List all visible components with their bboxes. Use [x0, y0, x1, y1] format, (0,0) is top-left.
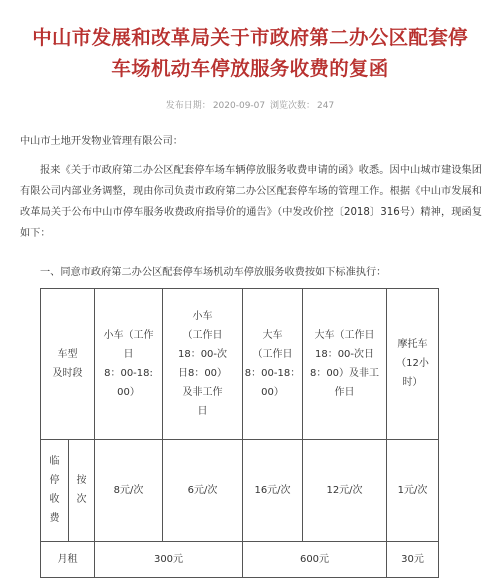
publish-date: 2020-09-07 — [212, 101, 266, 111]
header-line: 大车（工作日 — [314, 329, 375, 341]
views-count: 247 — [317, 101, 335, 111]
header-line: 大车 — [262, 329, 283, 341]
fee-large-car-night: 12元/次 — [303, 439, 387, 541]
article-meta — [0, 98, 500, 111]
page-title — [0, 22, 500, 84]
monthly-large-car: 600元 — [243, 541, 387, 577]
header-line: 日 — [123, 348, 134, 360]
header-line: （工作日 — [182, 329, 223, 341]
header-type-text: 车型 — [57, 348, 78, 360]
header-line: 8：00-18： — [244, 367, 301, 379]
fee-small-car-day: 8元/次 — [95, 439, 163, 541]
label-char: 次 — [76, 494, 87, 506]
header-line: 00） — [261, 386, 284, 398]
addressee: 中山市土地开发物业管理有限公司： — [20, 136, 183, 147]
views-label: 浏览次数： — [270, 101, 316, 111]
header-line: 00） — [117, 386, 140, 398]
header-line: 8：00-18: — [104, 367, 153, 379]
header-line: 小车（工作 — [103, 329, 154, 341]
fee-large-car-day: 16元/次 — [243, 439, 303, 541]
title-line-1: 中山市发展和改革局关于市政府第二办公区配套停 — [32, 26, 468, 49]
header-line: 18：00-次 — [177, 348, 228, 360]
fee-motorcycle: 1元/次 — [387, 439, 439, 541]
label-char: 收 — [49, 494, 60, 506]
label-char: 按 — [76, 475, 87, 487]
temp-parking-label — [41, 439, 69, 541]
per-time-label — [69, 439, 95, 541]
header-line: 8：00）及非工 — [309, 367, 380, 379]
title-line-2: 车场机动车停放服务收费的复函 — [111, 57, 389, 80]
header-line: 作日 — [334, 386, 355, 398]
item-1: 一、同意市政府第二办公区配套停车场机动车停放服务收费按如下标准执行： — [40, 267, 387, 278]
header-small-car-night — [163, 289, 243, 440]
header-line: （工作日 — [252, 348, 293, 360]
header-small-car-day — [95, 289, 163, 440]
label-char: 费 — [49, 513, 60, 525]
fee-small-car-night: 6元/次 — [163, 439, 243, 541]
table-row-temp-parking — [41, 439, 439, 541]
header-line: （12小 — [396, 358, 429, 370]
monthly-label: 月租 — [41, 541, 95, 577]
label-char: 停 — [49, 475, 60, 487]
publish-date-label: 发布日期： — [165, 101, 211, 111]
fee-table — [40, 288, 439, 578]
header-line: 及非工作 — [182, 386, 223, 398]
header-line: 日8：00） — [177, 367, 228, 379]
body-paragraph: 报来《关于市政府第二办公区配套停车场车辆停放服务收费申请的函》收悉。因中山城市建设集团有限公司内部业务调整，现由你司负责市政府第二办公区配套停车场的管理工作。根据《中山市发展和改革局关于公布中山市停车服务收费政府指导价的通告》（中发改价控〔2018〕316号）精神，现函复如下： — [20, 165, 482, 239]
table-row-monthly — [41, 541, 439, 577]
header-motorcycle — [387, 289, 439, 440]
header-line: 小车 — [192, 310, 213, 322]
header-line: 18：00-次日 — [314, 348, 375, 360]
label-char: 临 — [49, 456, 60, 468]
header-period-text: 及时段 — [52, 367, 83, 379]
header-large-car-night — [303, 289, 387, 440]
table-header-row — [41, 289, 439, 440]
monthly-small-car: 300元 — [95, 541, 243, 577]
header-type-period — [41, 289, 95, 440]
header-line: 时） — [402, 377, 423, 389]
header-line: 摩托车 — [397, 339, 428, 351]
header-line: 日 — [197, 405, 208, 417]
monthly-motorcycle: 30元 — [387, 541, 439, 577]
header-large-car-day — [243, 289, 303, 440]
